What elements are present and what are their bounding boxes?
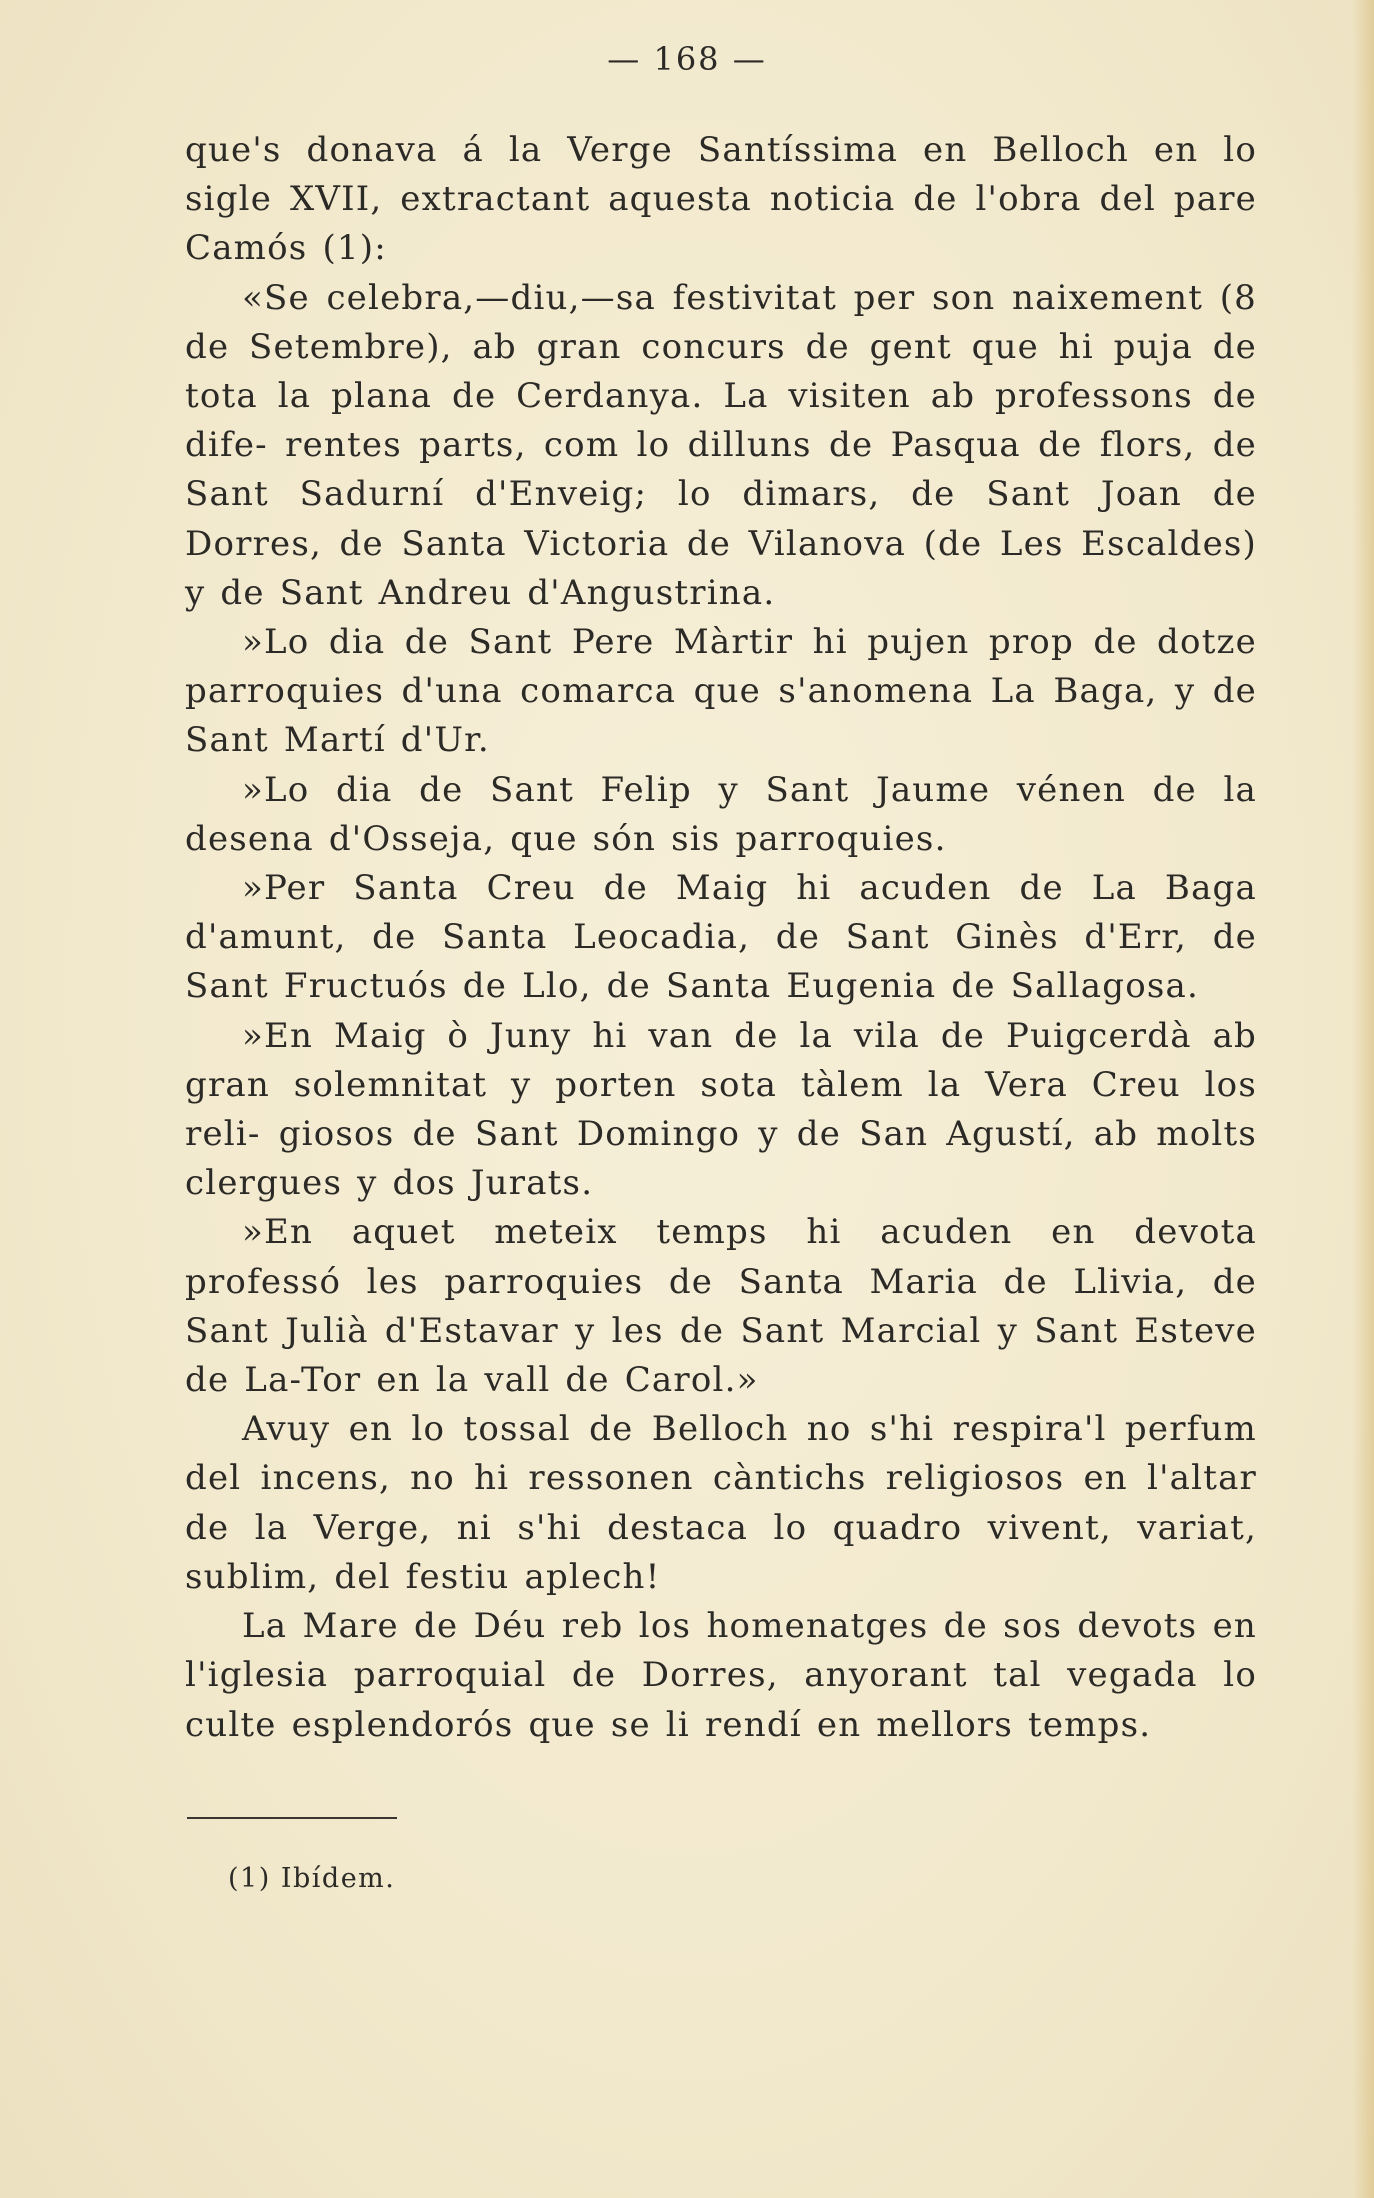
page-edge: [1352, 0, 1374, 2198]
paragraph: La Mare de Déu reb los homenatges de sos devots en l'iglesia parroquial de Dorres, anyorant tal vegada lo culte esplendorós que se li rendí en mellors temps.: [185, 1606, 1257, 1745]
page-number: — 168 —: [607, 40, 767, 78]
paragraph: que's donava á la Verge Santíssima en Belloch en lo sigle XVII, extractant aquesta noticia de l'obra del pare Camós (1):: [185, 130, 1257, 269]
body-text: [185, 126, 1257, 1750]
footnote-rule: [187, 1817, 397, 1819]
paragraph: »En Maig ò Juny hi van de la vila de Puigcerdà ab gran solemnitat y porten sota tàlem la Vera Creu los reli- giosos de Sant Domingo y de San Agustí, ab molts clergues y dos Jurats.: [185, 1015, 1257, 1204]
footnote: (1) Ibídem.: [228, 1863, 396, 1894]
paragraph: »En aquet meteix temps hi acuden en devota professó les parroquies de Santa Maria de Llivia, de Sant Julià d'Estavar y les de Sant Marcial y Sant Esteve de La-Tor en la vall de Carol.»: [185, 1212, 1257, 1401]
paragraph: »Per Santa Creu de Maig hi acuden de La Baga d'amunt, de Santa Leocadia, de Sant Ginès d'Err, de Sant Fructuós de Llo, de Santa Eugenia de Sallagosa.: [185, 868, 1257, 1007]
paragraph: «Se celebra,—diu,—sa festivitat per son naixement (8 de Setembre), ab gran concurs de gent que hi puja de tota la plana de Cerdanya. La visiten ab professons de dife- rentes parts, com lo dilluns de Pasqua de flors, de Sant Sadurní d'Enveig; lo dimars, de Sant Joan de Dorres, de Santa Victoria de Vilanova (de Les Escaldes) y de Sant Andreu d'Angustrina.: [185, 277, 1257, 613]
paragraph: »Lo dia de Sant Felip y Sant Jaume vénen de la desena d'Osseja, que són sis parroquies.: [185, 769, 1257, 859]
paragraph: Avuy en lo tossal de Belloch no s'hi respira'l perfum del incens, no hi ressonen càntichs religiosos en l'altar de la Verge, ni s'hi destaca lo quadro vivent, variat, sublim, del festiu aplech!: [185, 1409, 1257, 1597]
paragraph: »Lo dia de Sant Pere Màrtir hi pujen prop de dotze parroquies d'una comarca que s'anomena La Baga, y de Sant Martí d'Ur.: [185, 622, 1257, 761]
